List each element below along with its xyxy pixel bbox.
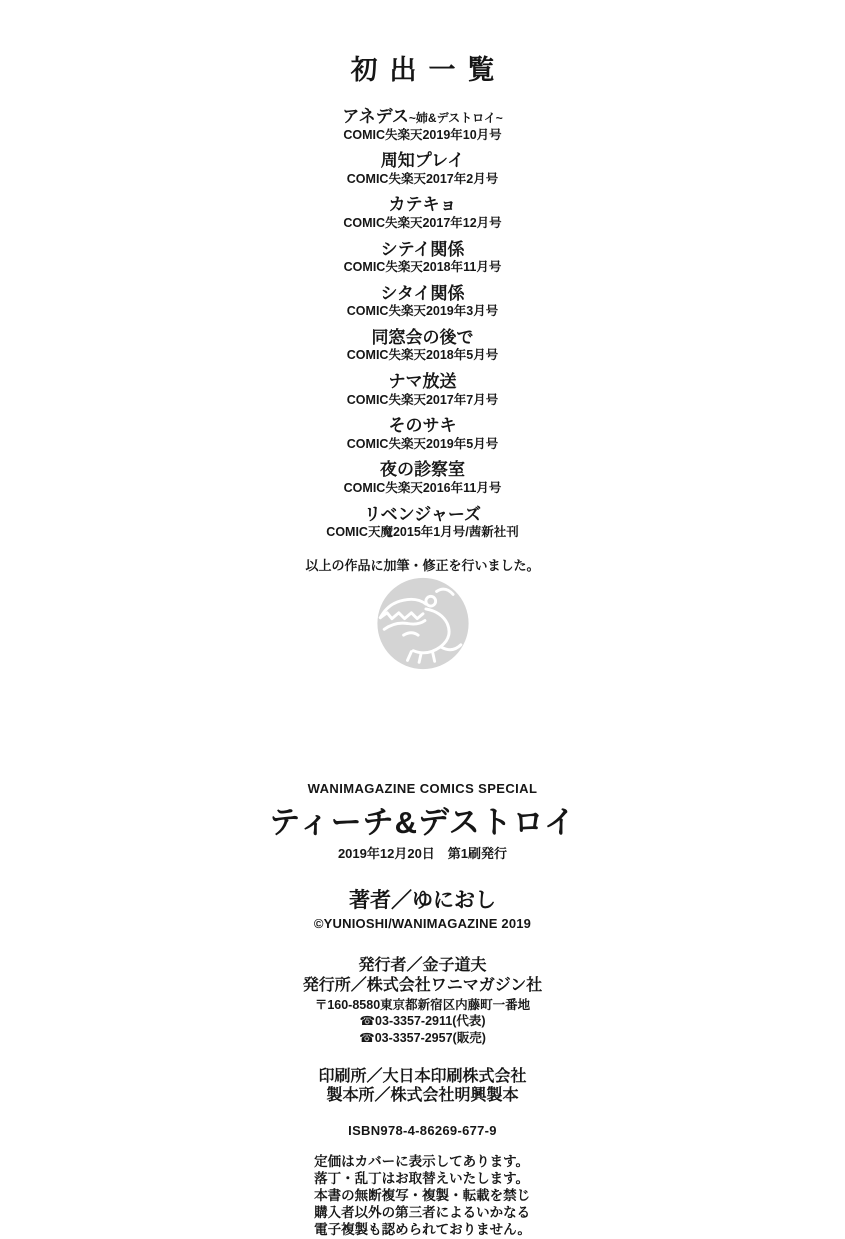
work-item: [0, 328, 845, 364]
work-item: [0, 151, 845, 187]
work-item: [0, 416, 845, 452]
work-title-main: アネデス: [342, 107, 409, 126]
work-source: COMIC失楽天2019年3月号: [346, 304, 499, 319]
work-title: [0, 416, 845, 436]
work-title-main: カテキョ: [388, 195, 457, 215]
work-title-main: そのサキ: [388, 416, 457, 436]
publisher-company-line: 発行所／株式会社ワニマガジン社: [302, 976, 543, 994]
colophon-section: [0, 781, 845, 1239]
work-item: [0, 284, 845, 320]
work-title: [0, 372, 845, 392]
work-title-main: 夜の診察室: [380, 460, 465, 480]
work-title: [0, 151, 845, 171]
work-title: [0, 505, 845, 525]
work-title: [0, 240, 845, 260]
work-source: COMIC失楽天2019年10月号: [343, 127, 502, 142]
author-line: 著者／ゆにおし: [349, 889, 496, 912]
work-source: COMIC失楽天2017年2月号: [346, 171, 499, 186]
work-title: [0, 284, 845, 304]
tel-main-line: ☎03-3357-2911(代表): [359, 1014, 486, 1029]
section-title: 初出一覧: [350, 55, 507, 85]
work-source: COMIC失楽天2017年7月号: [346, 392, 499, 407]
work-item: [0, 372, 845, 408]
work-title: [0, 107, 845, 127]
work-item: [0, 505, 845, 541]
work-title-main: ナマ放送: [388, 372, 457, 392]
work-title: [0, 195, 845, 215]
work-item: [0, 240, 845, 276]
legal-notice-line: 定価はカバーに表示してあります。: [314, 1153, 530, 1169]
isbn-line: ISBN978-4-86269-677-9: [348, 1122, 497, 1138]
works-list: [0, 107, 845, 541]
work-source: COMIC失楽天2016年11月号: [343, 480, 502, 495]
legal-notice: [314, 1153, 531, 1238]
work-title-main: 同窓会の後で: [371, 327, 474, 347]
work-item: [0, 195, 845, 231]
legal-notice-line: 購入者以外の第三者によるいかなる: [314, 1204, 531, 1220]
work-title-main: 周知プレイ: [380, 151, 465, 171]
wanimagazine-crocodile-logo-icon: [374, 575, 471, 672]
work-title-main: シタイ関係: [380, 283, 465, 303]
revision-note: 以上の作品に加筆・修正を行いました。: [305, 557, 540, 573]
legal-notice-line: 電子複製も認められておりません。: [314, 1221, 531, 1237]
work-title-main: シテイ関係: [380, 239, 465, 259]
publisher-person-line: 発行者／金子道夫: [358, 957, 487, 974]
legal-notice-line: 落丁・乱丁はお取替えいたします。: [314, 1170, 530, 1186]
edition-line: 2019年12月20日 第1刷発行: [337, 846, 508, 861]
series-label: WANIMAGAZINE COMICS SPECIAL: [307, 781, 538, 796]
work-source: COMIC失楽天2019年5月号: [346, 436, 499, 451]
tel-sales-line: ☎03-3357-2957(販売): [359, 1030, 486, 1045]
publisher-address: 〒160-8580東京都新宿区内藤町一番地: [314, 998, 531, 1013]
work-source: COMIC天魔2015年1月号/茜新社刊: [326, 525, 519, 540]
work-title-suffix: ~姉&デストロイ~: [408, 111, 503, 125]
work-title: [0, 460, 845, 480]
legal-notice-line: 本書の無断複写・複製・転載を禁じ: [314, 1187, 531, 1203]
work-title-main: リベンジャーズ: [363, 504, 482, 524]
printer-line: 印刷所／大日本印刷株式会社: [318, 1067, 527, 1085]
work-source: COMIC失楽天2017年12月号: [343, 215, 502, 230]
work-title: [0, 328, 845, 348]
work-source: COMIC失楽天2018年5月号: [346, 348, 499, 363]
work-item: [0, 460, 845, 496]
work-source: COMIC失楽天2018年11月号: [343, 260, 502, 275]
binder-line: 製本所／株式会社明興製本: [326, 1087, 519, 1105]
first-publication-section: [0, 48, 845, 574]
book-title: ティーチ&デストロイ: [269, 805, 576, 840]
copyright-line: ©YUNIOSHI/WANIMAGAZINE 2019: [313, 916, 532, 931]
work-item: [0, 107, 845, 143]
